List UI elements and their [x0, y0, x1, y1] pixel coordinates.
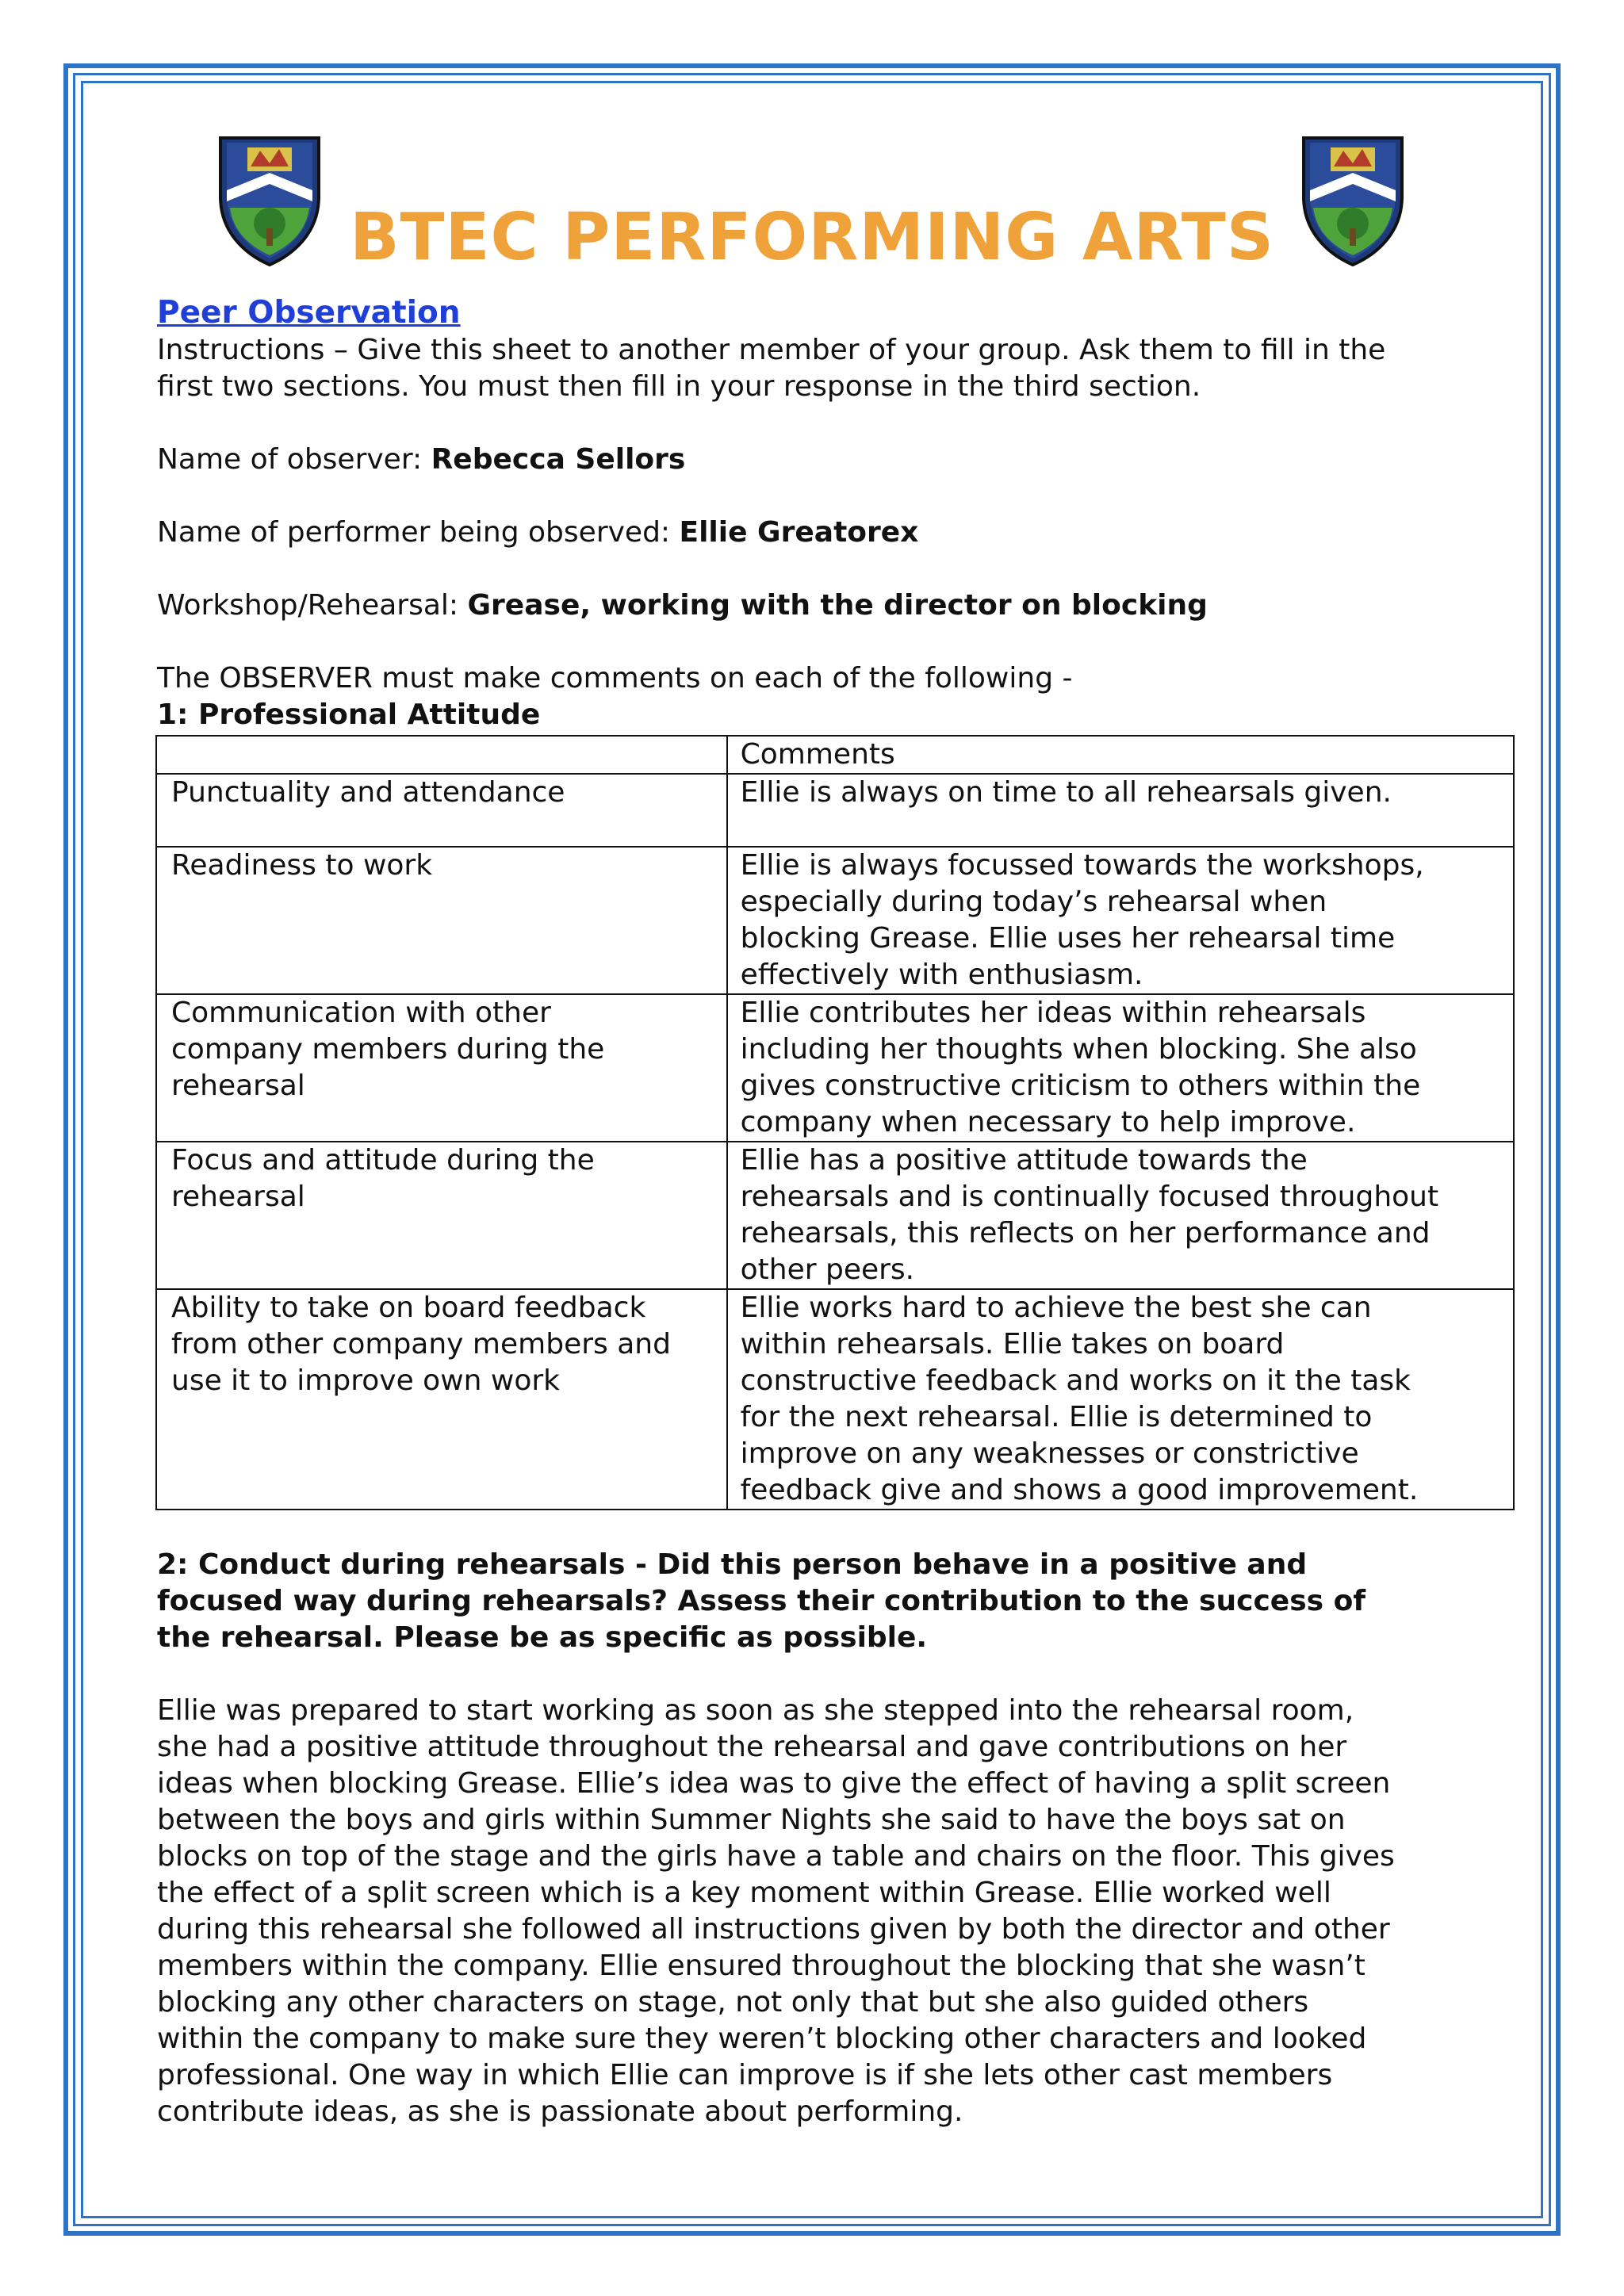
- answer-line: ideas when blocking Grease. Ellie’s idea was to give the effect of having a split screen: [157, 1767, 1391, 1800]
- criterion-line: rehearsal: [171, 1181, 305, 1213]
- comment-line: including her thoughts when blocking. She also: [740, 1033, 1417, 1066]
- comment-line: other peers.: [740, 1253, 915, 1286]
- instructions-line-2: first two sections. You must then fill in your response in the third section.: [157, 370, 1201, 403]
- table-header-criterion: [156, 736, 727, 774]
- table-header-row: [156, 736, 1514, 774]
- performer-value: Ellie Greatorex: [679, 516, 919, 549]
- criterion-cell: [156, 847, 727, 994]
- comment-line: blocking Grease. Ellie uses her rehearsal time: [740, 922, 1396, 955]
- comment-line: constructive feedback and works on it the task: [740, 1364, 1411, 1397]
- comment-cell: [727, 847, 1514, 994]
- criterion-cell: [156, 994, 727, 1142]
- performer-field: [157, 515, 1513, 551]
- comment-cell: [727, 1289, 1514, 1510]
- answer-line: the effect of a split screen which is a key moment within Grease. Ellie worked well: [157, 1877, 1331, 1909]
- criterion-line: company members during the: [171, 1033, 605, 1066]
- comment-cell: [727, 1142, 1514, 1289]
- answer-line: blocks on top of the stage and the girls have a table and chairs on the floor. This gives: [157, 1840, 1395, 1873]
- comment-line: effectively with enthusiasm.: [740, 959, 1143, 991]
- section2-question: [157, 1547, 1513, 1656]
- comment-line: rehearsals and is continually focused throughout: [740, 1181, 1439, 1213]
- comment-line: Ellie is always focussed towards the workshops,: [740, 849, 1424, 882]
- answer-line: within the company to make sure they weren’t blocking other characters and looked: [157, 2022, 1367, 2055]
- comment-cell: [727, 994, 1514, 1142]
- answer-line: contribute ideas, as she is passionate about performing.: [157, 2095, 963, 2128]
- comment-line: Ellie contributes her ideas within rehearsals: [740, 997, 1366, 1029]
- answer-line: members within the company. Ellie ensured throughout the blocking that she wasn’t: [157, 1950, 1365, 1982]
- question-line: 2: Conduct during rehearsals - Did this person behave in a positive and: [157, 1548, 1308, 1581]
- table-header-comments: Comments: [727, 736, 1514, 774]
- answer-line: during this rehearsal she followed all instructions given by both the director and other: [157, 1913, 1390, 1946]
- comment-line: Ellie has a positive attitude towards the: [740, 1144, 1308, 1177]
- observer-note: The OBSERVER must make comments on each of the following -: [157, 662, 1073, 695]
- question-line: the rehearsal. Please be as specific as possible.: [157, 1621, 928, 1654]
- form-content: [157, 295, 1513, 2130]
- professional-attitude-table: [155, 735, 1515, 1510]
- answer-line: she had a positive attitude throughout the rehearsal and gave contributions on her: [157, 1731, 1347, 1763]
- answer-line: blocking any other characters on stage, not only that but she also guided others: [157, 1986, 1309, 2019]
- table-row: [156, 1289, 1514, 1510]
- criterion-cell: [156, 1142, 727, 1289]
- comment-cell: [727, 774, 1514, 847]
- comment-line: feedback give and shows a good improvement.: [740, 1474, 1419, 1506]
- comment-line: Ellie works hard to achieve the best she can: [740, 1292, 1372, 1324]
- section1-title: 1: Professional Attitude: [157, 698, 541, 731]
- section2-answer: [157, 1693, 1513, 2130]
- workshop-value: Grease, working with the director on blocking: [467, 589, 1208, 622]
- answer-line: between the boys and girls within Summer Nights she said to have the boys sat on: [157, 1804, 1346, 1836]
- comment-line: gives constructive criticism to others within the: [740, 1070, 1421, 1102]
- page-title: BTEC PERFORMING ARTS: [350, 200, 1274, 275]
- criterion-line: Focus and attitude during the: [171, 1144, 595, 1177]
- observer-field: [157, 442, 1513, 478]
- criterion-line: Punctuality and attendance: [171, 776, 565, 809]
- question-line: focused way during rehearsals? Assess their contribution to the success of: [157, 1585, 1365, 1617]
- criterion-cell: [156, 1289, 727, 1510]
- criterion-line: rehearsal: [171, 1070, 305, 1102]
- instructions-line-1: Instructions – Give this sheet to another member of your group. Ask them to fill in the: [157, 334, 1386, 366]
- comment-line: improve on any weaknesses or constrictive: [740, 1437, 1359, 1470]
- peer-observation-heading: Peer Observation: [157, 295, 461, 331]
- workshop-field: [157, 587, 1513, 624]
- criterion-line: Communication with other: [171, 997, 551, 1029]
- table-row: [156, 847, 1514, 994]
- performer-label: Name of performer being observed:: [157, 516, 680, 549]
- comment-line: within rehearsals. Ellie takes on board: [740, 1328, 1285, 1360]
- criterion-cell: [156, 774, 727, 847]
- comment-line: company when necessary to help improve.: [740, 1106, 1356, 1138]
- observer-value: Rebecca Sellors: [431, 443, 686, 476]
- criterion-line: use it to improve own work: [171, 1364, 561, 1397]
- answer-line: professional. One way in which Ellie can improve is if she lets other cast members: [157, 2059, 1333, 2091]
- answer-line: Ellie was prepared to start working as soon as she stepped into the rehearsal room,: [157, 1694, 1354, 1727]
- table-row: [156, 994, 1514, 1142]
- criterion-line: Readiness to work: [171, 849, 433, 882]
- observer-label: Name of observer:: [157, 443, 431, 476]
- table-row: [156, 1142, 1514, 1289]
- criterion-line: from other company members and: [171, 1328, 671, 1360]
- comment-line: Ellie is always on time to all rehearsals given.: [740, 776, 1392, 809]
- table-row: [156, 774, 1514, 847]
- comment-line: rehearsals, this reflects on her performance and: [740, 1217, 1431, 1249]
- criterion-line: Ability to take on board feedback: [171, 1292, 646, 1324]
- workshop-label: Workshop/Rehearsal:: [157, 589, 468, 622]
- comment-line: for the next rehearsal. Ellie is determined to: [740, 1401, 1373, 1433]
- comment-line: especially during today’s rehearsal when: [740, 886, 1327, 918]
